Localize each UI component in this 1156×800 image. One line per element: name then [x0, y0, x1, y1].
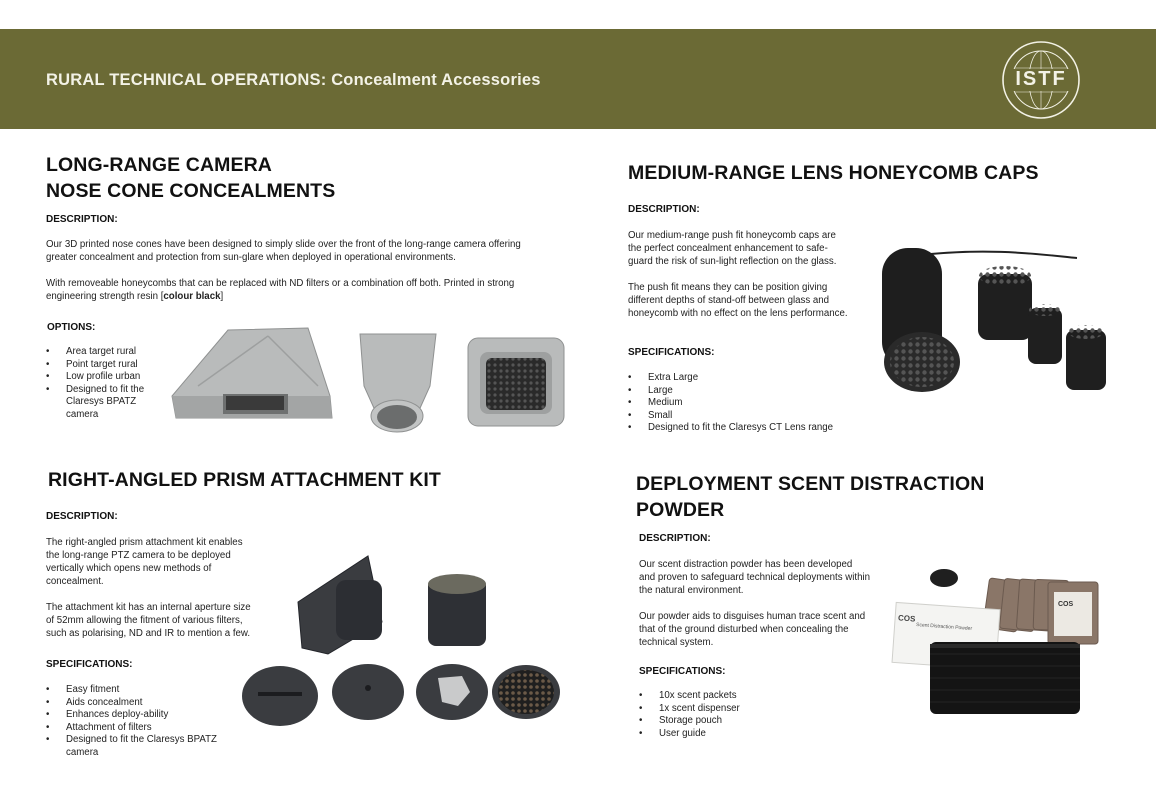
guide-brand: COS — [897, 613, 916, 624]
list-item: • Storage pouch — [639, 715, 799, 728]
list-item: • Enhances deploy-ability — [46, 709, 236, 722]
honeycomb-specs-list — [628, 372, 868, 435]
prism-specs-list — [46, 684, 236, 759]
honeycomb-description-label: DESCRIPTION: — [628, 204, 700, 215]
guide-title: Scent Distraction Powder — [915, 622, 973, 632]
list-item: • Large — [628, 385, 868, 398]
nose-cone-desc1: Our 3D printed nose cones have been designed to simply slide over the front of the long-range camera offering greater concealment and protection from sun-glare when deployed in operational environments. — [46, 239, 521, 263]
list-item: • Attachment of filters — [46, 722, 236, 735]
scent-specs-list — [639, 690, 799, 740]
honeycomb-photo — [872, 236, 1122, 396]
scent-desc1: Our scent distraction powder has been developed and proven to safeguard technical deployments within the natural environment. — [639, 559, 871, 596]
honeycomb-desc2: The push fit means they can be position giving different depths of stand-off between glass and honeycomb with no effect on the lens performance. — [628, 282, 848, 319]
scent-desc2: Our powder aids to disguises human trace scent and that of the ground disturbed when concealing the technical system. — [639, 611, 866, 648]
nose-cone-desc2-text: With removeable honeycombs that can be replaced with ND filters or a combination off both. Printed in strong engineering strength resin [ — [46, 278, 515, 302]
scent-photo — [890, 566, 1115, 724]
list-item: • Easy fitment — [46, 684, 236, 697]
list-item: • User guide — [639, 728, 799, 741]
scent-title — [636, 471, 984, 523]
packet-brand: COS — [1058, 601, 1074, 608]
list-item: • 10x scent packets — [639, 690, 799, 703]
nose-cone-options-list — [46, 346, 166, 421]
prism-desc2: The attachment kit has an internal aperture size of 52mm allowing the fitment of various filters, such as polarising, ND and IR to mention a few. — [46, 602, 251, 639]
scent-title-line2: POWDER — [636, 499, 725, 521]
logo-text: ISTF — [1015, 68, 1067, 90]
scent-description-label: DESCRIPTION: — [639, 533, 711, 544]
list-item: • Designed to fit the Claresys CT Lens range — [628, 422, 868, 435]
honeycomb-desc1: Our medium-range push fit honeycomb caps are the perfect concealment enhancement to safe-guard the risk of sun-light reflection on the glass. — [628, 230, 837, 267]
nose-cone-desc2-end: ] — [220, 291, 224, 302]
list-item: • Medium — [628, 397, 868, 410]
nose-cone-options-label: OPTIONS: — [47, 322, 96, 333]
nose-cone-description-label: DESCRIPTION: — [46, 214, 118, 225]
list-item: • Designed to fit the Claresys BPATZ camera — [46, 384, 166, 422]
prism-title: RIGHT-ANGLED PRISM ATTACHMENT KIT — [48, 469, 441, 491]
nose-cone-desc2 — [46, 277, 546, 303]
honeycomb-specs-label: SPECIFICATIONS: — [628, 347, 715, 358]
list-item: • Area target rural — [46, 346, 166, 359]
nose-cone-colour: colour black — [163, 291, 221, 302]
nose-cone-title-line2: NOSE CONE CONCEALMENTS — [46, 180, 336, 202]
prism-specs-label: SPECIFICATIONS: — [46, 659, 133, 670]
prism-photo — [240, 552, 565, 734]
list-item: • Designed to fit the Claresys BPATZ camera — [46, 734, 236, 759]
scent-title-line1: DEPLOYMENT SCENT DISTRACTION — [636, 473, 985, 495]
list-item: • Low profile urban — [46, 371, 166, 384]
list-item: • Point target rural — [46, 359, 166, 372]
nose-cone-photo — [168, 326, 568, 436]
list-item: • Extra Large — [628, 372, 868, 385]
list-item: • Small — [628, 410, 868, 423]
prism-desc1: The right-angled prism attachment kit enables the long-range PTZ camera to be deployed vertically which opens new methods of concealment. — [46, 537, 243, 587]
nose-cone-title-line1: LONG-RANGE CAMERA — [46, 154, 272, 176]
prism-description-label: DESCRIPTION: — [46, 511, 118, 522]
page-title: RURAL TECHNICAL OPERATIONS: Concealment Accessories — [46, 71, 541, 89]
scent-specs-label: SPECIFICATIONS: — [639, 666, 726, 677]
istf-logo — [1000, 40, 1082, 120]
honeycomb-title: MEDIUM-RANGE LENS HONEYCOMB CAPS — [628, 162, 1039, 184]
nose-cone-title — [46, 152, 335, 204]
list-item: • Aids concealment — [46, 697, 236, 710]
list-item: • 1x scent dispenser — [639, 703, 799, 716]
